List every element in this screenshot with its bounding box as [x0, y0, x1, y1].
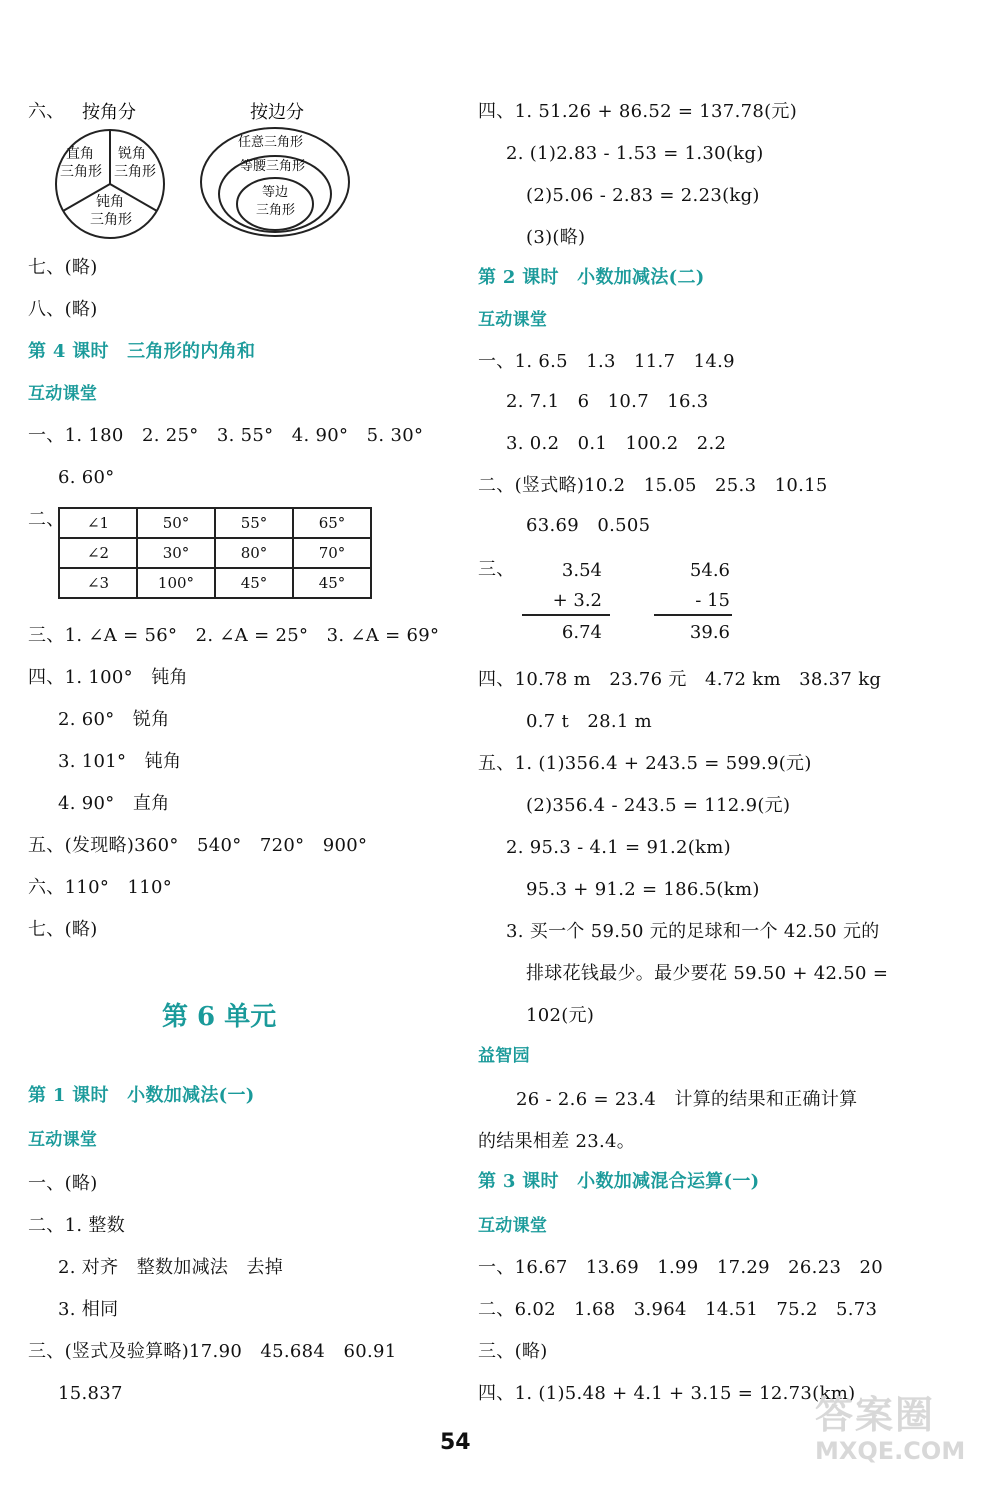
q6-label: 六、 [28, 101, 65, 122]
angle-table [58, 507, 372, 599]
page-number: 54 [440, 1430, 471, 1455]
a2-1: 二、(竖式略)10.2 15.05 25.3 10.15 [478, 475, 828, 496]
angle-title: 按角分 [82, 102, 136, 123]
u2-1: 二、1. 整数 [28, 1215, 125, 1236]
q7: 七、(略) [28, 919, 98, 940]
svg-text:锐角: 锐角 [118, 146, 146, 162]
table-row: ∠1 50° 55° 65° [59, 508, 371, 538]
unit-title: 第 6 单元 [162, 1002, 277, 1032]
puzzle-line1: 26 - 2.6 = 23.4 计算的结果和正确计算 [516, 1089, 858, 1110]
r4-4: (3)(略) [526, 227, 586, 248]
a1-3: 3. 0.2 0.1 100.2 2.2 [506, 433, 727, 454]
q6: 六、110° 110° [28, 877, 173, 898]
triangle-classification-diagram [40, 96, 370, 246]
q4-3: 3. 101° 钝角 [58, 751, 182, 772]
lesson2-title: 第 2 课时 小数加减法(二) [478, 267, 705, 288]
interactive-heading-4: 互动课堂 [478, 1216, 548, 1236]
table-row: ∠2 30° 80° 70° [59, 538, 371, 568]
b2: 二、6.02 1.68 3.964 14.51 75.2 5.73 [478, 1299, 878, 1320]
a1-1: 一、1. 6.5 1.3 11.7 14.9 [478, 351, 735, 372]
q5: 五、(发现略)360° 540° 720° 900° [28, 835, 368, 856]
a3-label: 三、 [478, 559, 515, 580]
a1-2: 2. 7.1 6 10.7 16.3 [506, 391, 709, 412]
svg-text:三角形: 三角形 [256, 203, 296, 218]
r4-2: 2. (1)2.83 - 1.53 = 1.30(kg) [506, 143, 764, 164]
u3-2: 15.837 [58, 1383, 123, 1404]
subtraction-rule [654, 614, 732, 616]
svg-text:三角形: 三角形 [60, 164, 102, 180]
lesson1-title: 第 1 课时 小数加减法(一) [28, 1085, 255, 1106]
a4-2: 0.7 t 28.1 m [526, 711, 653, 732]
q4-2: 2. 60° 锐角 [58, 709, 170, 730]
b1: 一、16.67 13.69 1.99 17.29 26.23 20 [478, 1257, 884, 1278]
svg-text:等边: 等边 [262, 185, 289, 200]
interactive-heading-2: 互动课堂 [28, 1130, 98, 1150]
lesson3-title: 第 3 课时 小数加减混合运算(一) [478, 1171, 760, 1192]
svg-text:直角: 直角 [66, 146, 94, 162]
lesson4-title: 第 4 课时 三角形的内角和 [28, 341, 256, 362]
l-eight: 八、(略) [28, 299, 98, 320]
q3: 三、1. ∠A = 56° 2. ∠A = 25° 3. ∠A = 69° [28, 625, 440, 646]
svg-text:等腰三角形: 等腰三角形 [240, 159, 306, 174]
right-column: 四、1. 51.26 + 86.52 = 137.78(元) 2. (1)2.83 - 1.53 = 1.30(kg) (2)5.06 - 2.83 = 2.23(kg) (3)(略) 第 2 课时 小数加减法(二) 互动课堂 一、1. 6.5 1.3 11.7 14.9 2. 7.1 6 10.7 16.3 3. 0.2 0.1 100.2 2.2 二、(竖式略)10.2 15.05 25.3 10.15 63.69 0.505 三、 3.54 + 3.2 6.74 54.6 - 15 39.6 四、10.78 m 23.76 元 4.72 km 38.37 kg 0.7 t 28.1 m 五、1. (1)356.4 + 243.5 = 599.9(元) (2)356.4 - 243.5 = 112.9(元) 2. 95.3 - 4.1 = 91.2(km) 95.3 + 91.2 = 186.5(km) 3. 买一个 59.50 元的足球和一个 42.50 元的 排球花钱最少。最少要花 59.50 + 42.50 = 102(元) 益智园 26 - 2.6 = 23.4 计算的结果和正确计算 的结果相差 23.4。 第 3 课时 小数加减混合运算(一) 互动课堂 一、16.67 13.69 1.99 17.29 26.23 20 二、6.02 1.68 3.964 14.51 75.2 5.73 三、(略) 四、1. (1)5.48 + 4.1 + 3.15 = 12.73(km) [478, 101, 889, 1404]
a5-3: 2. 95.3 - 4.1 = 91.2(km) [506, 837, 731, 858]
left-column [0, 0, 470, 1485]
a5-5: 3. 买一个 59.50 元的足球和一个 42.50 元的 [506, 921, 880, 942]
svg-text:任意三角形: 任意三角形 [238, 135, 304, 150]
interactive-heading-1: 互动课堂 [28, 384, 98, 404]
u1: 一、(略) [28, 1173, 98, 1194]
b4: 四、1. (1)5.48 + 4.1 + 3.15 = 12.73(km) [478, 1383, 856, 1404]
addition-rule [522, 614, 610, 616]
interactive-heading-3: 互动课堂 [478, 310, 548, 330]
a2-2: 63.69 0.505 [526, 515, 651, 536]
b3: 三、(略) [478, 1341, 548, 1362]
q1-line2: 6. 60° [58, 467, 115, 488]
a5-2: (2)356.4 - 243.5 = 112.9(元) [526, 795, 791, 816]
q1-line1: 一、1. 180 2. 25° 3. 55° 4. 90° 5. 30° [28, 425, 424, 446]
svg-text:三角形: 三角形 [90, 212, 132, 228]
a5-7: 102(元) [526, 1005, 595, 1026]
a5-6: 排球花钱最少。最少要花 59.50 + 42.50 = [526, 963, 889, 984]
svg-text:钝角: 钝角 [96, 194, 124, 210]
watermark-logo: 答案圈 MXQE.COM [815, 1393, 966, 1465]
a5-1: 五、1. (1)356.4 + 243.5 = 599.9(元) [478, 753, 812, 774]
q2-label: 二、 [28, 509, 65, 530]
q4-4: 4. 90° 直角 [58, 793, 170, 814]
puzzle-heading: 益智园 [478, 1046, 530, 1066]
a5-4: 95.3 + 91.2 = 186.5(km) [526, 879, 760, 900]
l-seven: 七、(略) [28, 257, 98, 278]
r4-1: 四、1. 51.26 + 86.52 = 137.78(元) [478, 101, 798, 122]
table-row: ∠3 100° 45° 45° [59, 568, 371, 598]
u2-3: 3. 相同 [58, 1299, 119, 1320]
side-title: 按边分 [250, 102, 304, 123]
u2-2: 2. 对齐 整数加减法 去掉 [58, 1257, 284, 1278]
u3-1: 三、(竖式及验算略)17.90 45.684 60.91 [28, 1341, 397, 1362]
r4-3: (2)5.06 - 2.83 = 2.23(kg) [526, 185, 760, 206]
a4-1: 四、10.78 m 23.76 元 4.72 km 38.37 kg [478, 669, 882, 690]
svg-text:三角形: 三角形 [114, 164, 156, 180]
puzzle-line2: 的结果相差 23.4。 [478, 1131, 636, 1152]
q4-1: 四、1. 100° 钝角 [28, 667, 188, 688]
